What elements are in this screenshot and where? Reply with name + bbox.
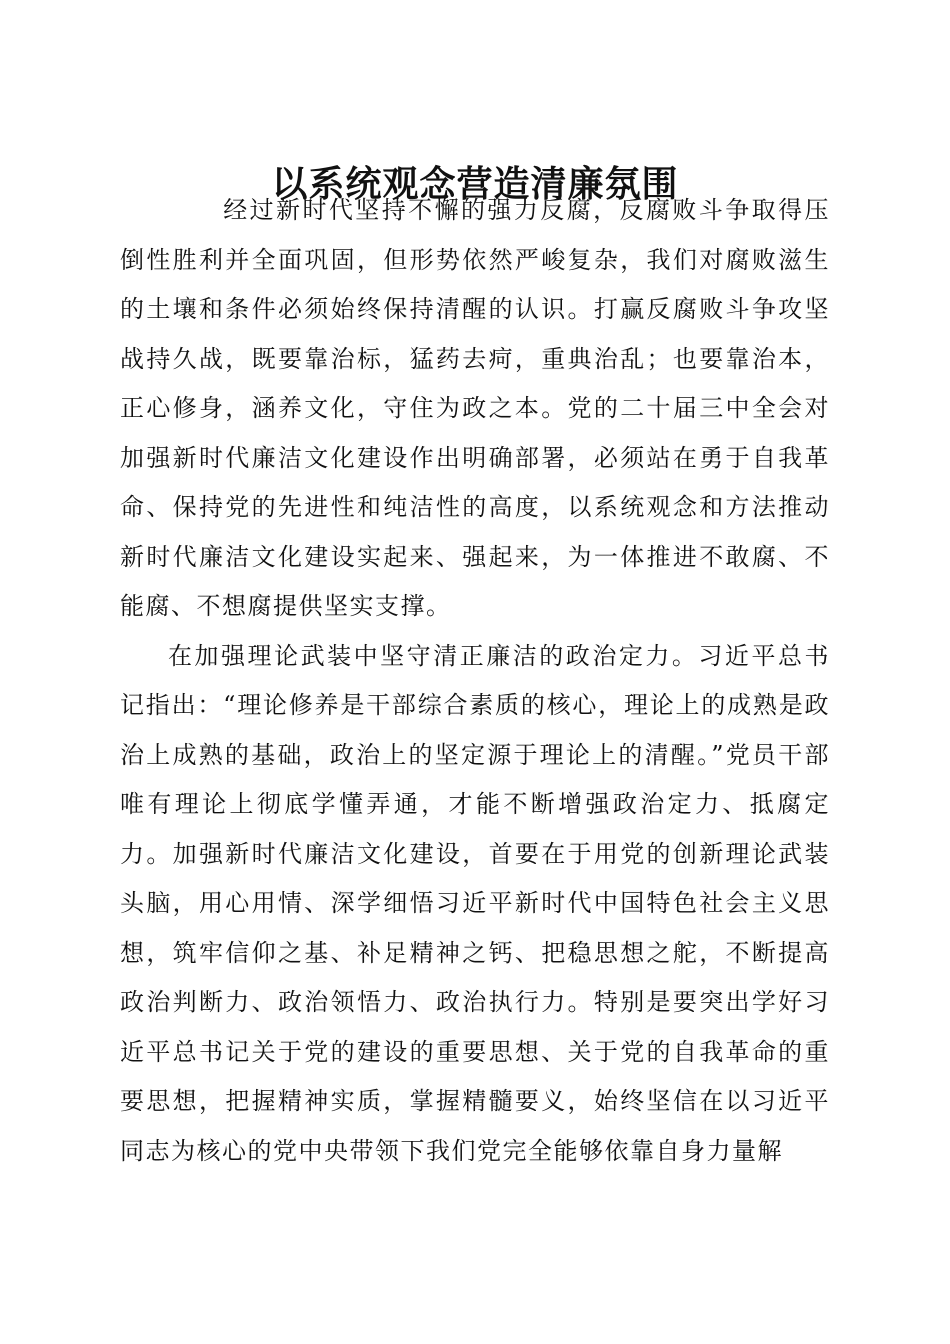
document-title: 以系统观念营造清廉氛围 <box>271 163 679 206</box>
paragraph-theory: 在加强理论武装中坚守清正廉洁的政治定力。习近平总书记指出：“理论修养是干部综合素质的核心，理论上的成熟是政治上成熟的基础，政治上的坚定源于理论上的清醒。”党员干部唯有理论上彻底学懂弄通，才能不断增强政治定力、抵腐定力。加强新时代廉洁文化建设，首要在于用党的创新理论武装头脑，用心用情、深学细悟习近平新时代中国特色社会主义思想，筑牢信仰之基、补足精神之钙、把稳思想之舵，不断提高政治判断力、政治领悟力、政治执行力。特别是要突出学好习近平总书记关于党的建设的重要思想、关于党的自我革命的重要思想，把握精神实质，掌握精髓要义，始终坚信在以习近平同志为核心的党中央带领下我们党完全能够依靠自身力量解 <box>120 641 830 1165</box>
paragraph-intro: 经过新时代坚持不懈的强力反腐，反腐败斗争取得压倒性胜利并全面巩固，但形势依然严峻复杂，我们对腐败滋生的土壤和条件必须始终保持清醒的认识。打赢反腐败斗争攻坚战持久战，既要靠治标，猛药去疴，重典治乱；也要靠治本，正心修身，涵养文化，守住为政之本。党的二十届三中全会对加强新时代廉洁文化建设作出明确部署，必须站在勇于自我革命、保持党的先进性和纯洁性的高度，以系统观念和方法推动新时代廉洁文化建设实起来、强起来，为一体推进不敢腐、不能腐、不想腐提供坚实支撑。 <box>120 196 830 620</box>
document-body <box>120 186 830 1176</box>
